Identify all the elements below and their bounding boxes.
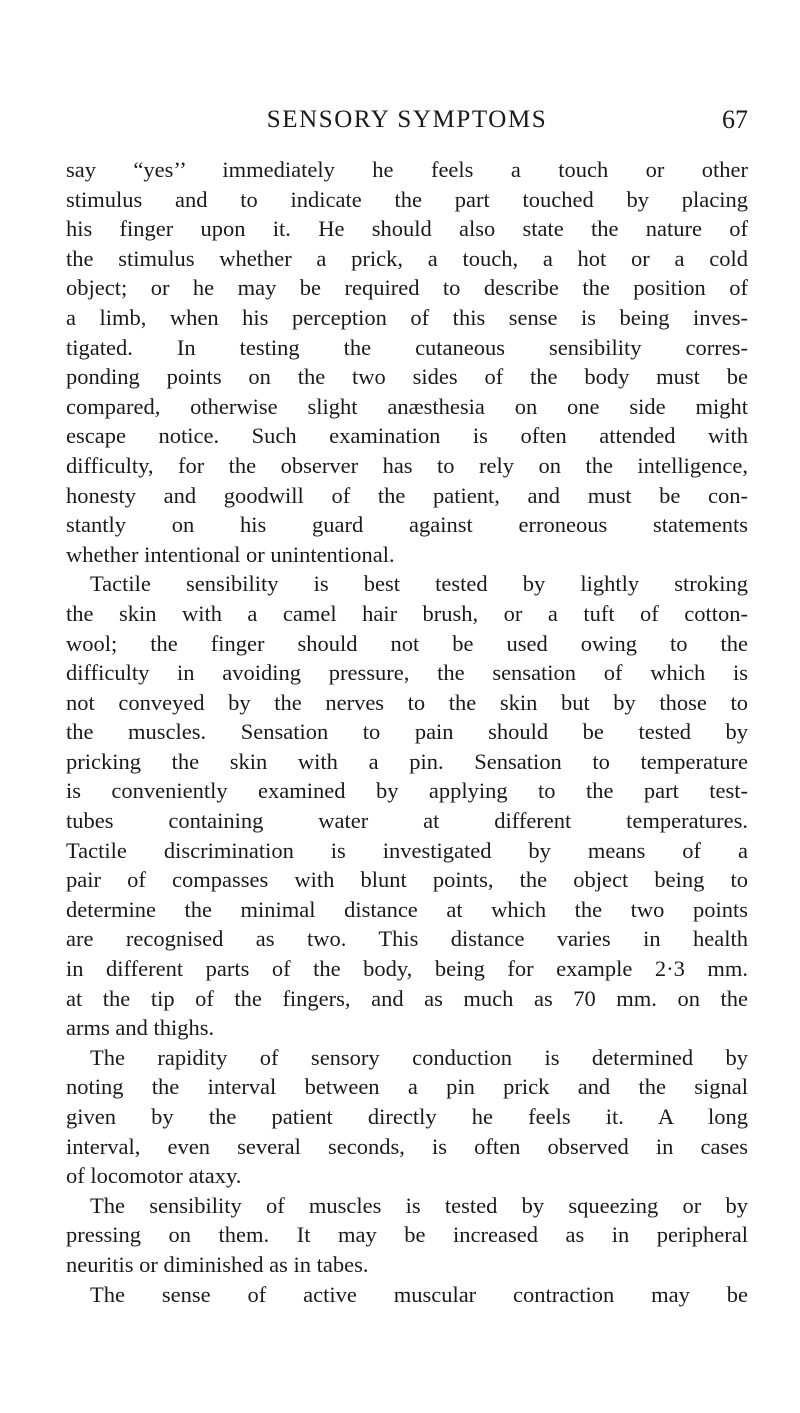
text-line: wool; the finger should not be used owing to the xyxy=(66,630,748,656)
text-line: is conveniently examined by applying to the part test- xyxy=(66,778,748,804)
text-line: The rapidity of sensory conduction is determined by xyxy=(90,1044,748,1070)
text-line: interval, even several seconds, is often observed in cases xyxy=(66,1133,748,1159)
text-line: difficulty, for the observer has to rely on the intelligence, xyxy=(66,452,748,478)
text-line: the muscles. Sensation to pain should be tested by xyxy=(66,719,748,745)
text-line: of locomotor ataxy. xyxy=(66,1163,242,1189)
text-line: arms and thighs. xyxy=(66,1015,215,1041)
page-title: SENSORY SYMPTOMS xyxy=(266,106,548,133)
text-line: given by the patient directly he feels it. A long xyxy=(66,1104,748,1129)
text-line: determine the minimal distance at which the two points xyxy=(66,896,748,922)
text-line: tubes containing water at different temperatures. xyxy=(66,808,748,834)
body-text xyxy=(66,155,748,1309)
text-line: The sensibility of muscles is tested by squeezing or by xyxy=(90,1192,748,1218)
text-line: object; or he may be required to describe the position of xyxy=(66,275,748,301)
text-line: honesty and goodwill of the patient, and must be con- xyxy=(66,482,748,508)
text-line: escape notice. Such examination is often attended with xyxy=(66,423,748,449)
text-line: stantly on his guard against erroneous statements xyxy=(66,512,748,538)
text-line: pricking the skin with a pin. Sensation to temperature xyxy=(66,748,748,774)
text-line: noting the interval between a pin prick and the signal xyxy=(66,1074,748,1100)
text-line: say “yes’’ immediately he feels a touch or other xyxy=(66,157,748,182)
text-line: a limb, when his perception of this sense is being inves- xyxy=(66,304,748,330)
text-line: the stimulus whether a prick, a touch, a hot or a cold xyxy=(66,245,748,271)
text-line: pressing on them. It may be increased as in peripheral xyxy=(66,1222,748,1248)
text-line: stimulus and to indicate the part touched by placing xyxy=(66,186,748,212)
text-line: tigated. In testing the cutaneous sensibility corres- xyxy=(66,334,748,360)
text-line: neuritis or diminished as in tabes. xyxy=(66,1251,369,1277)
running-head xyxy=(66,103,748,137)
text-line: his finger upon it. He should also state the nature of xyxy=(66,216,748,242)
text-line: compared, otherwise slight anæsthesia on one side might xyxy=(66,393,748,419)
text-line: difficulty in avoiding pressure, the sensation of which is xyxy=(66,660,748,686)
text-line: pair of compasses with blunt points, the object being to xyxy=(66,867,748,893)
text-line: Tactile discrimination is investigated by means of a xyxy=(66,837,748,863)
text-line: in different parts of the body, being for example 2·3 mm. xyxy=(66,956,748,982)
text-line: at the tip of the fingers, and as much as 70 mm. on the xyxy=(66,985,748,1011)
text-line: are recognised as two. This distance varies in health xyxy=(66,926,748,952)
text-line: Tactile sensibility is best tested by lightly stroking xyxy=(90,571,748,597)
text-line: not conveyed by the nerves to the skin but by those to xyxy=(66,689,748,715)
page-number: 67 xyxy=(722,105,748,134)
text-line: The sense of active muscular contraction may be xyxy=(90,1281,748,1307)
text-line: the skin with a camel hair brush, or a tuft of cotton- xyxy=(66,600,748,626)
text-line: ponding points on the two sides of the body must be xyxy=(66,364,748,390)
text-line: whether intentional or unintentional. xyxy=(66,541,395,567)
